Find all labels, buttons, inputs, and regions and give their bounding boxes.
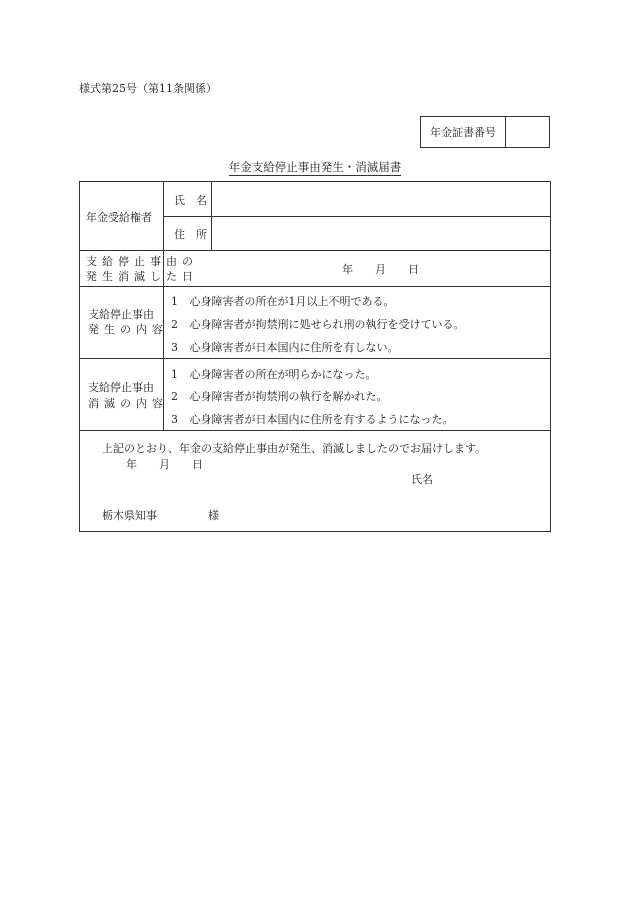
occurrence-item-number: 2 [171,318,178,331]
occurrence-item-text: 心身障害者が拘禁刑に処せられ刑の執行を受けている。 [189,318,465,331]
occurrence-item [171,339,399,355]
extinction-label-line2: 消滅の内容 [88,397,168,410]
occurrence-item-text: 心身障害者の所在が1月以上不明である。 [189,295,395,308]
extinction-item-text: 心身障害者が日本国内に住所を有するようになった。 [189,413,454,426]
extinction-item [171,366,377,382]
extinction-item-number: 3 [171,413,178,426]
extinction-item-text: 心身障害者の所在が明らかになった。 [189,368,377,381]
column-divider-label [163,182,164,430]
declaration-month-label: 月 [159,458,170,471]
date-month-label: 月 [375,263,386,276]
extinction-item-number: 1 [171,368,178,381]
occurrence-item-number: 3 [171,341,178,354]
occurrence-item [171,316,465,332]
extinction-item-number: 2 [171,390,178,403]
date-label-line2: 発生消滅した日 [86,270,198,283]
occurrence-item [171,293,395,309]
declaration-year-label: 年 [126,458,137,471]
addressee: 栃木県知事 [102,509,157,522]
row-divider-occurrence [80,358,550,359]
row-divider-extinction [80,430,550,431]
form-table [79,181,551,532]
declaration-day-label: 日 [192,458,203,471]
column-divider-sublabel [211,182,212,250]
certificate-number-box [420,116,550,148]
date-field[interactable] [342,261,419,277]
recipient-section-label: 年金受給権者 [86,211,152,224]
form-number: 様式第25号（第11条関係） [79,82,217,95]
extinction-item-text: 心身障害者が拘禁刑の執行を解かれた。 [189,390,388,403]
row-divider-recipient [80,250,550,251]
address-label: 住 所 [174,228,207,241]
certificate-number-label: 年金証書番号 [421,117,506,147]
date-year-label: 年 [342,263,353,276]
row-divider-name-address [163,216,550,217]
date-day-label: 日 [408,263,419,276]
extinction-item [171,411,454,427]
occurrence-label-line2: 発生の内容 [88,323,168,336]
extinction-label-line1: 支給停止事由 [88,381,154,394]
occurrence-label-line1: 支給停止事由 [88,308,154,321]
occurrence-item-text: 心身障害者が日本国内に住所を有しない。 [189,341,399,354]
declaration-date[interactable] [126,456,203,472]
declaration-statement: 上記のとおり、年金の支給停止事由が発生、消滅しましたのでお届けします。 [102,442,487,455]
occurrence-item-number: 1 [171,295,178,308]
extinction-item [171,388,388,404]
date-label-line1: 支給停止事由の [86,255,198,268]
certificate-number-field[interactable] [506,117,549,147]
document-title: 年金支給停止事由発生・消滅届書 [228,160,402,174]
row-divider-date [80,286,550,287]
name-label: 氏 名 [174,194,207,207]
signature-label: 氏名 [411,473,433,486]
addressee-honorific: 様 [208,509,219,522]
